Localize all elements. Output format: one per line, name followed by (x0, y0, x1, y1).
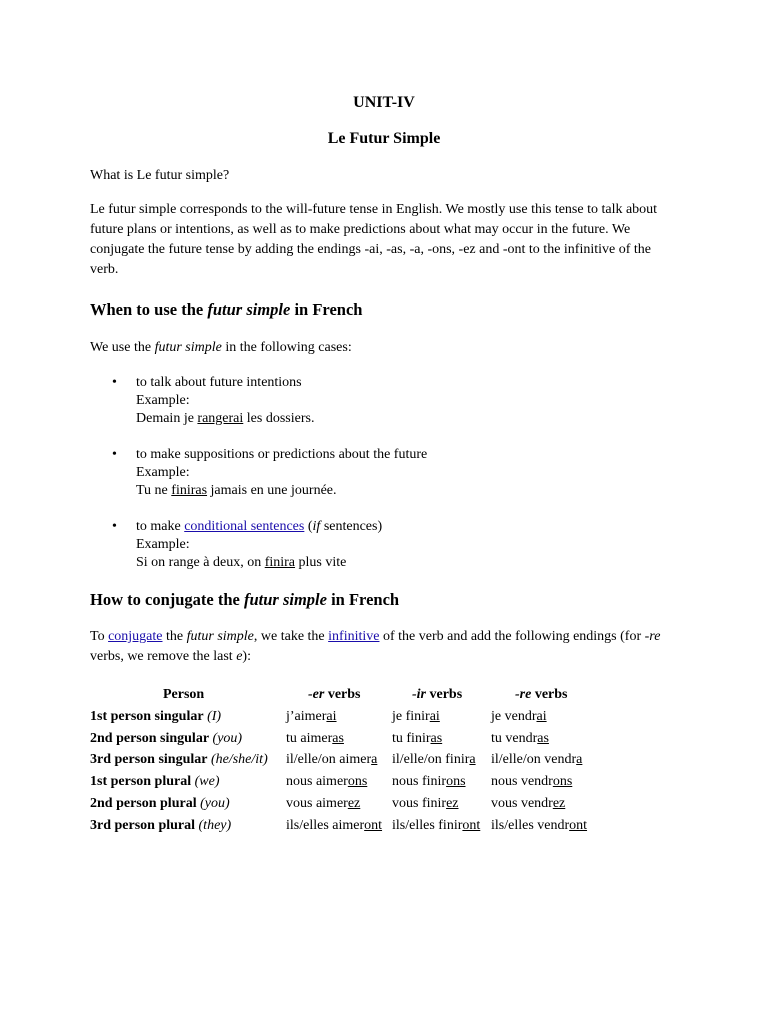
verb-ending: ez (552, 795, 566, 811)
header-person: Person (163, 687, 205, 702)
verb-stem: nous vendr (491, 774, 553, 790)
pronoun-label: (they) (198, 817, 232, 833)
verb-stem: il/elle/on aimer (286, 752, 372, 768)
verb-stem: tu finir (392, 730, 431, 746)
verb-ending: a (371, 752, 378, 768)
verb-stem: ils/elles aimer (286, 817, 365, 833)
er-form-cell (286, 771, 367, 793)
re-form-cell (491, 749, 582, 771)
example-pre: Si on range à deux, on (136, 555, 265, 570)
verb-stem: il/elle/on vendr (491, 752, 577, 768)
verb-ending: ai (326, 708, 337, 724)
when-heading-post: in French (290, 300, 363, 319)
verb-stem: vous aimer (286, 795, 348, 811)
re-form-cell (491, 793, 565, 815)
header-ir-verbs (412, 684, 462, 706)
how-pre: To (90, 629, 109, 644)
verb-stem: tu vendr (491, 730, 538, 746)
intro-paragraph: Le futur simple corresponds to the will-future tense in English. We mostly use this tense to talk about future plans or intentions, as well as to make predictions about what may occur in the future. We conjugate the future tense by adding the endings -ai, -as, -a, -ons, -ez and -ont to the infinitive of the verb. (90, 202, 658, 277)
person-label: 2nd person plural (90, 795, 197, 811)
er-form-cell (286, 815, 382, 837)
how-heading-em: futur simple (243, 590, 327, 609)
verb-ending: as (430, 730, 443, 746)
verb-ending: a (469, 752, 476, 768)
pronoun-label: (you) (212, 730, 243, 746)
verb-ending: ons (446, 774, 466, 790)
bullet-dot: • (112, 375, 117, 390)
infinitive-link[interactable]: infinitive (328, 629, 380, 644)
er-form-cell (286, 749, 377, 771)
ir-form-cell (392, 706, 440, 728)
when-heading-em: futur simple (207, 300, 291, 319)
header-ir-em: -ir (412, 687, 426, 702)
use-intro-post: in the following cases: (221, 340, 352, 355)
person-cell (90, 706, 221, 728)
verb-ending: ont (462, 817, 481, 833)
bullet-item (136, 446, 676, 500)
verb-stem: vous vendr (491, 795, 553, 811)
verb-ending: as (332, 730, 344, 746)
how-em3: e (236, 649, 243, 664)
bullet-item (136, 518, 676, 572)
when-heading-pre: When to use the (90, 300, 208, 319)
ir-form-cell (392, 728, 442, 750)
verb-stem: ils/elles vendr (491, 817, 570, 833)
person-cell (90, 749, 268, 771)
header-er-em: -er (308, 687, 325, 702)
example-verb: finira (264, 555, 296, 570)
example-label: Example: (136, 393, 190, 408)
example-sentence (136, 410, 676, 428)
bullet-text: to make suppositions or predictions about the future (136, 447, 428, 462)
bullet-text: to talk about future intentions (136, 375, 302, 390)
how-em1: futur simple (186, 629, 254, 644)
bullet-text-em: if (312, 519, 321, 534)
verb-ending: ons (552, 774, 573, 790)
ir-form-cell (392, 815, 480, 837)
use-intro-pre: We use the (90, 340, 155, 355)
header-re-verbs (515, 684, 568, 706)
header-ir-plain: verbs (426, 687, 463, 702)
how-post: ): (242, 649, 251, 664)
conjugate-link[interactable]: conjugate (108, 629, 163, 644)
use-intro (90, 338, 680, 358)
person-label: 1st person plural (90, 774, 192, 790)
verb-stem: je finir (392, 708, 430, 724)
example-sentence (136, 554, 676, 572)
verb-stem: nous finir (392, 774, 447, 790)
ir-form-cell (392, 749, 476, 771)
use-intro-em: futur simple (154, 340, 222, 355)
conditional-sentences-link[interactable]: conditional sentences (184, 519, 305, 534)
how-heading-pre: How to conjugate the (90, 590, 244, 609)
header-er-verbs (308, 684, 361, 706)
verb-stem: tu aimer (286, 730, 333, 746)
bullet-dot: • (112, 519, 117, 534)
question-text: What is Le futur simple? (90, 168, 230, 183)
verb-ending: ont (569, 817, 588, 833)
pronoun-label: (we) (194, 774, 220, 790)
verb-ending: ez (347, 795, 361, 811)
verb-stem: vous finir (392, 795, 447, 811)
how-mid3: of the verb and add the following endings (for (379, 629, 645, 644)
verb-stem: ils/elles finir (392, 817, 463, 833)
verb-ending: ai (536, 708, 547, 724)
er-form-cell (286, 793, 360, 815)
how-heading (90, 590, 399, 610)
bullet-text-post: sentences) (320, 519, 383, 534)
when-heading (90, 300, 362, 320)
re-form-cell (491, 815, 587, 837)
er-form-cell (286, 706, 337, 728)
verb-ending: ons (347, 774, 368, 790)
pronoun-label: (I) (207, 708, 222, 724)
example-post: jamais en une journée. (207, 483, 337, 498)
verb-stem: nous aimer (286, 774, 348, 790)
example-post: les dossiers. (243, 411, 315, 426)
how-mid4: verbs, we remove the last (90, 649, 237, 664)
bullet-text-pre: to make (136, 519, 185, 534)
example-post: plus vite (295, 555, 347, 570)
verb-stem: j’aimer (286, 708, 327, 724)
verb-ending: ez (446, 795, 459, 811)
person-label: 2nd person singular (90, 730, 210, 746)
verb-ending: a (576, 752, 583, 768)
person-label: 1st person singular (90, 708, 204, 724)
example-verb: rangerai (197, 411, 244, 426)
example-label: Example: (136, 537, 190, 552)
bullet-text (136, 518, 676, 536)
person-label: 3rd person singular (90, 752, 208, 768)
ir-form-cell (392, 771, 466, 793)
header-re-plain: verbs (531, 687, 568, 702)
bullet-item (136, 374, 676, 428)
ir-form-cell (392, 793, 459, 815)
example-verb: finiras (171, 483, 208, 498)
person-cell (90, 793, 230, 815)
re-form-cell (491, 728, 549, 750)
example-sentence (136, 482, 676, 500)
verb-ending: ont (364, 817, 383, 833)
pronoun-label: (you) (200, 795, 230, 811)
example-pre: Demain je (136, 411, 198, 426)
re-form-cell (491, 771, 572, 793)
how-mid1: the (162, 629, 187, 644)
how-paragraph (90, 627, 680, 667)
header-er-plain: verbs (324, 687, 361, 702)
how-mid2: , we take the (253, 629, 329, 644)
bullet-dot: • (112, 447, 117, 462)
unit-heading: UNIT-IV (353, 94, 415, 111)
person-cell (90, 815, 231, 837)
person-label: 3rd person plural (90, 817, 196, 833)
verb-stem: il/elle/on finir (392, 752, 470, 768)
verb-ending: as (537, 730, 549, 746)
how-heading-post: in French (326, 590, 400, 609)
verb-ending: ai (429, 708, 440, 724)
person-cell (90, 728, 242, 750)
re-form-cell (491, 706, 547, 728)
bullet-text-mid: ( (304, 519, 313, 534)
person-cell (90, 771, 220, 793)
er-form-cell (286, 728, 344, 750)
example-label: Example: (136, 465, 190, 480)
verb-stem: je vendr (491, 708, 537, 724)
page-title: Le Futur Simple (327, 130, 441, 147)
how-em2: -re (644, 629, 661, 644)
example-pre: Tu ne (136, 483, 172, 498)
pronoun-label: (he/she/it) (210, 752, 268, 768)
header-re-em: -re (515, 687, 532, 702)
